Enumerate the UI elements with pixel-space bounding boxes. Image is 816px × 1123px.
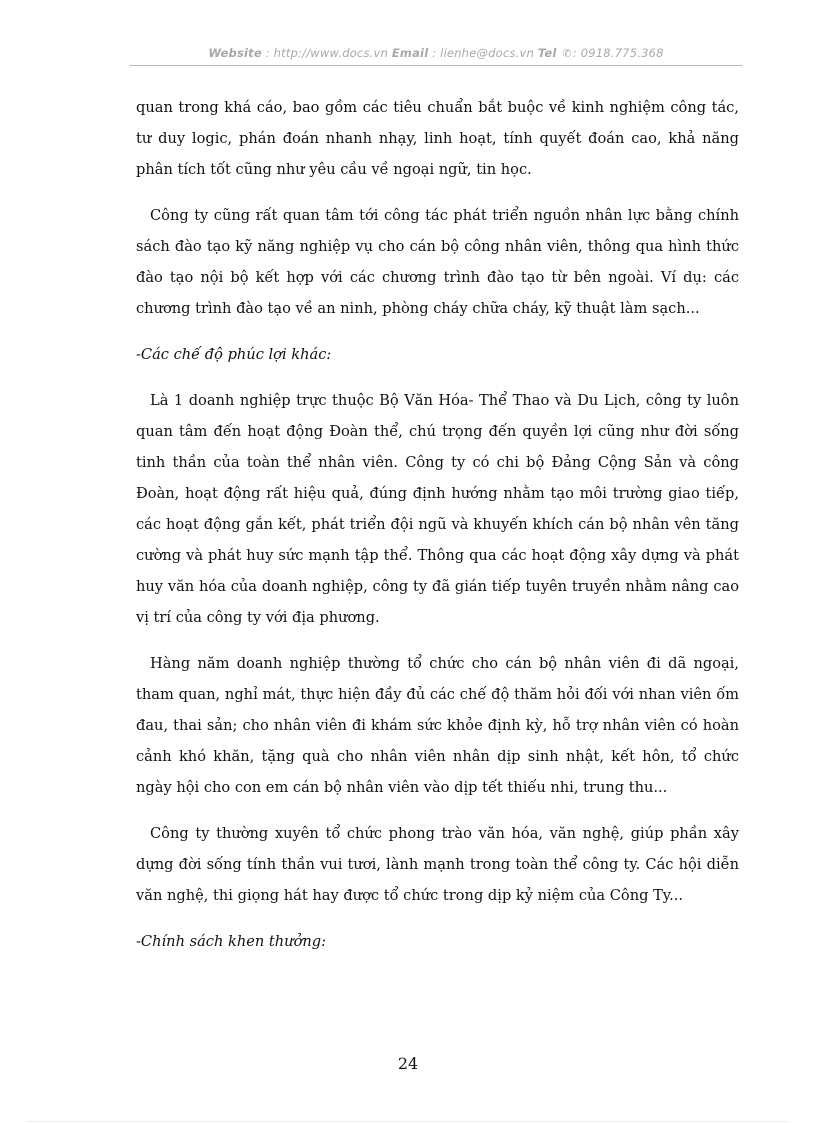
page-bottom-border bbox=[28, 1121, 788, 1122]
header-divider bbox=[130, 65, 742, 66]
website-link[interactable]: : http://www.docs.vn bbox=[265, 46, 388, 60]
website-label: Website bbox=[208, 46, 262, 60]
tel-value: : 0918.775.368 bbox=[572, 46, 664, 60]
tel-label: Tel bbox=[537, 46, 557, 60]
page-header bbox=[130, 46, 742, 60]
email-label: Email bbox=[391, 46, 429, 60]
section-heading-welfare: -Các chế độ phúc lợi khác: bbox=[136, 346, 332, 363]
section-heading-rewards: -Chính sách khen thưởng: bbox=[136, 933, 327, 950]
paragraph-culture: Công ty thường xuyên tổ chức phong trào văn hóa, văn nghệ, giúp phần xây dựng đời sống tính thần vui tươi, lành mạnh trong toàn thể công ty. Các hội diễn văn nghệ, thi giọng hát hay được tổ chức trong dịp kỷ niệm của Công Ty... bbox=[136, 825, 739, 904]
page-number: 24 bbox=[397, 1054, 419, 1073]
paragraph-annual-activities: Hàng năm doanh nghiệp thường tổ chức cho cán bộ nhân viên đi dã ngoại, tham quan, nghỉ mát, thực hiện đầy đủ các chế độ thăm hỏi đối với nhan viên ốm đau, thai sản; cho nhân viên đi khám sức khỏe định kỳ, hỗ trợ nhân viên có hoàn cảnh khó khăn, tặng quà cho nhân viên nhân dịp sinh nhật, kết hôn, tổ chức ngày hội cho con em cán bộ nhân viên vào dịp tết thiếu nhi, trung thu... bbox=[136, 655, 739, 796]
phone-icon: ✆ bbox=[562, 47, 572, 60]
paragraph-union: Là 1 doanh nghiệp trực thuộc Bộ Văn Hóa- Thể Thao và Du Lịch, công ty luôn quan tâm đến hoạt động Đoàn thể, chú trọng đến quyền lợi cũng như đời sống tinh thần của toàn thể nhân viên. Công ty có chi bộ Đảng Cộng Sản và công Đoàn, hoạt động rất hiệu quả, đúng định hướng nhằm tạo môi trường giao tiếp, các hoạt động gắn kết, phát triển đội ngũ và khuyến khích cán bộ nhân vên tăng cường và phát huy sức mạnh tập thể. Thông qua các hoạt động xây dựng và phát huy văn hóa của doanh nghiệp, công ty đã gián tiếp tuyên truyền nhằm nâng cao vị trí của công ty với địa phương. bbox=[136, 392, 739, 626]
email-link[interactable]: : lienhe@docs.vn bbox=[432, 46, 534, 60]
paragraph-training: Công ty cũng rất quan tâm tới công tác phát triển nguồn nhân lực bằng chính sách đào tạo kỹ năng nghiệp vụ cho cán bộ công nhân viên, thông qua hình thức đào tạo nội bộ kết hợp với các chương trình đào tạo từ bên ngoài. Ví dụ: các chương trình đào tạo về an ninh, phòng cháy chữa cháy, kỹ thuật làm sạch... bbox=[136, 207, 739, 317]
document-body bbox=[136, 92, 739, 972]
paragraph-continuation: quan trong khá cáo, bao gồm các tiêu chuẩn bắt buộc về kinh nghiệm công tác, tư duy logic, phán đoán nhanh nhạy, linh hoạt, tính quyết đoán cao, khả năng phân tích tốt cũng như yêu cầu về ngoại ngữ, tin học. bbox=[136, 99, 739, 178]
